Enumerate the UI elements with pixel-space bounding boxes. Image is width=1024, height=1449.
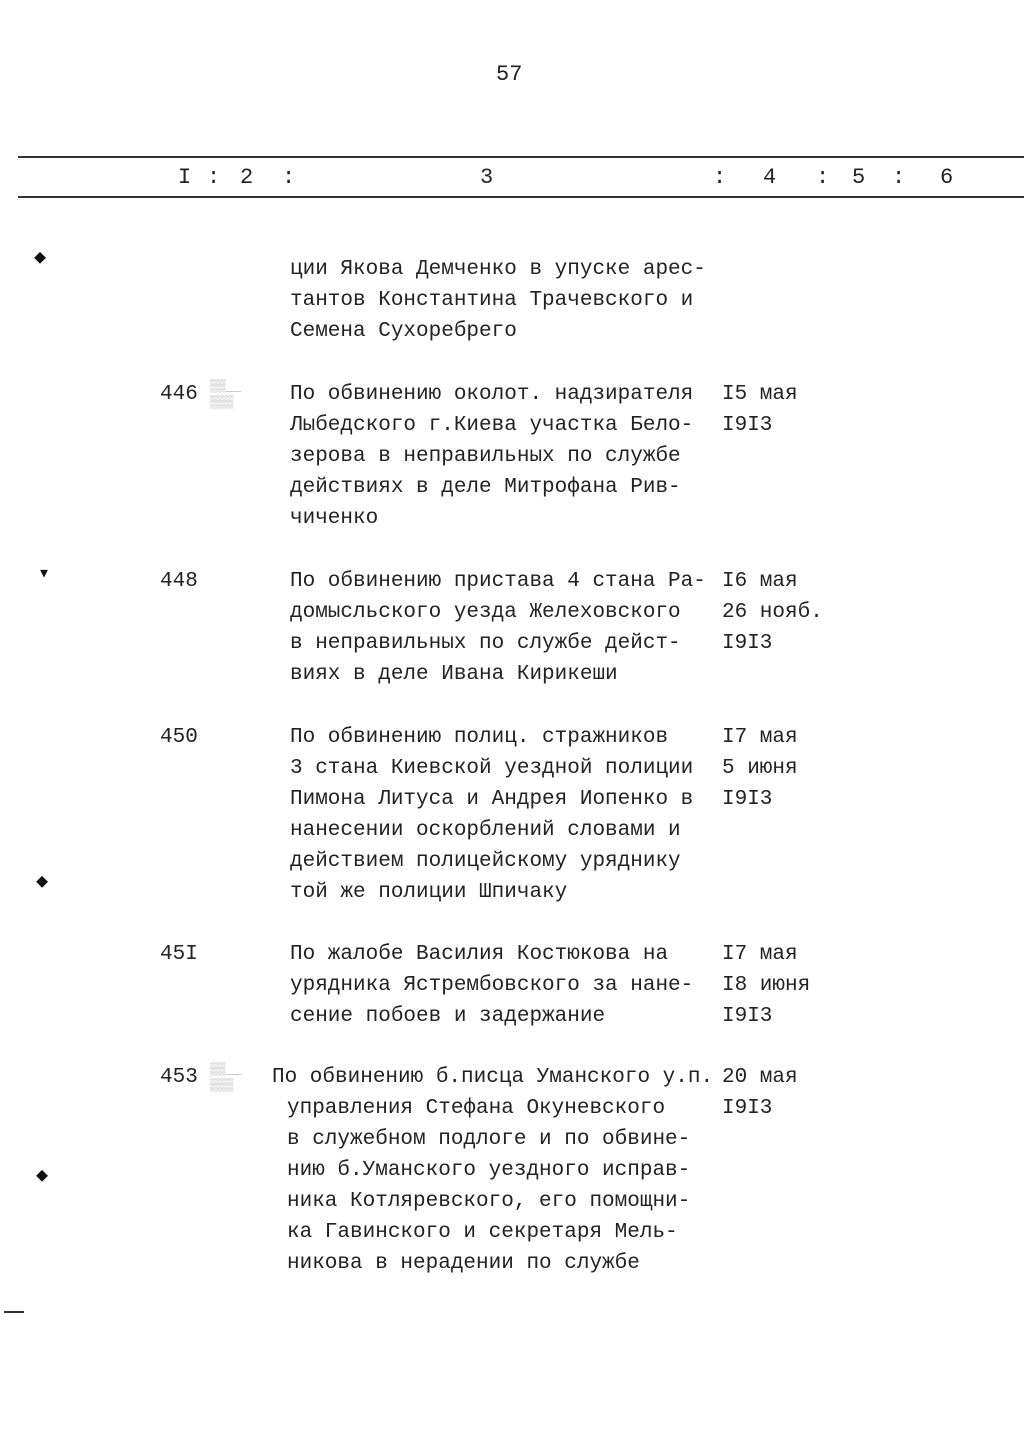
binding-hole-mark: ◆ [36,871,49,894]
entry-description [290,939,693,1032]
entry-number: 448 [160,570,198,593]
entry-number: 453 [160,1066,198,1089]
description-line: По жалобе Василия Костюкова на [290,943,669,966]
margin-mark [4,1311,24,1313]
header-bottom-rule [18,196,1024,198]
date-line: I9I3 [722,788,773,811]
col-3: 3 [480,165,494,190]
description-line: Лыбедского г.Киева участка Бело- [290,414,694,437]
col-sep: : [713,165,727,190]
col-sep: : [282,165,296,190]
date-line: I8 июня [722,974,811,997]
description-line: По обвинению полиц. стражников [290,726,669,749]
description-line: управления Стефана Окуневского [287,1097,666,1120]
binding-hole-mark: ◆ [34,247,47,270]
col-1: I [178,165,192,190]
entry-number: 450 [160,726,198,749]
entry-dates [722,1062,798,1124]
col-4: 4 [763,165,777,190]
description-line: тантов Константина Трачевского и [290,289,694,312]
faded-stamp: ▒▒__ ▒▒▒ [210,379,242,410]
entry-dates [722,566,823,659]
date-line: 5 июня [722,757,798,780]
date-line: I7 мая [722,943,798,966]
description-line: сение побоев и задержание [290,1005,606,1028]
description-line: нию б.Уманского уездного исправ- [287,1159,691,1182]
col-5: 5 [852,165,866,190]
description-line: действиях в деле Митрофана Рив- [290,476,681,499]
date-line: I5 мая [722,383,798,406]
date-line: I6 мая [722,570,798,593]
description-line: По обвинению околот. надзирателя [290,383,694,406]
entry-number: 446 [160,383,198,406]
date-line: I9I3 [722,1097,773,1120]
description-line: домысльского уезда Желеховского [290,601,681,624]
description-line: Семена Сухоребрего [290,320,517,343]
entry-number: 45I [160,943,198,966]
entry-dates [722,722,798,815]
description-line: По обвинению пристава 4 стана Ра- [290,570,706,593]
date-line: I9I3 [722,1005,773,1028]
entry-description [272,1062,714,1279]
description-line: той же полиции Шпичаку [290,881,568,904]
description-line: ника Котляревского, его помощни- [287,1190,691,1213]
entry-dates [722,379,798,441]
description-line: Пимона Литуса и Андрея Иопенко в [290,788,694,811]
entry-description [290,254,706,347]
description-line: ции Якова Демченко в упуске арес- [290,258,706,281]
description-line: в служебном подлоге и по обвине- [287,1128,691,1151]
description-line: действием полицейскому уряднику [290,850,681,873]
entry-dates [722,939,810,1032]
date-line: 20 мая [722,1066,798,1089]
entry-description [290,566,706,690]
description-line: в неправильных по службе дейст- [290,632,681,655]
page-number: 57 [496,62,523,87]
description-line: 3 стана Киевской уездной полиции [290,757,694,780]
col-sep: : [207,165,221,190]
description-line: нанесении оскорблений словами и [290,819,681,842]
description-line: зерова в неправильных по службе [290,445,681,468]
entry-description [290,722,693,908]
col-2: 2 [240,165,254,190]
date-line: I9I3 [722,414,773,437]
faded-stamp: ▒▒__ ▒▒▒ [210,1062,242,1093]
col-sep: : [816,165,830,190]
description-line: чиченко [290,507,379,530]
description-line: виях в деле Ивана Кирикеши [290,663,618,686]
binding-hole-mark: ▾ [38,563,51,586]
description-line: никова в нерадении по службе [287,1252,640,1275]
binding-hole-mark: ◆ [36,1165,49,1188]
date-line: I7 мая [722,726,798,749]
date-line: 26 нояб. [722,601,823,624]
date-line: I9I3 [722,632,773,655]
description-line: ка Гавинского и секретаря Мель- [287,1221,678,1244]
col-6: 6 [940,165,954,190]
col-sep: : [892,165,906,190]
header-top-rule [18,156,1024,158]
description-line: урядника Ястрембовского за нане- [290,974,694,997]
entry-description [290,379,693,534]
description-line: По обвинению б.писца Уманского у.п. [272,1066,714,1089]
